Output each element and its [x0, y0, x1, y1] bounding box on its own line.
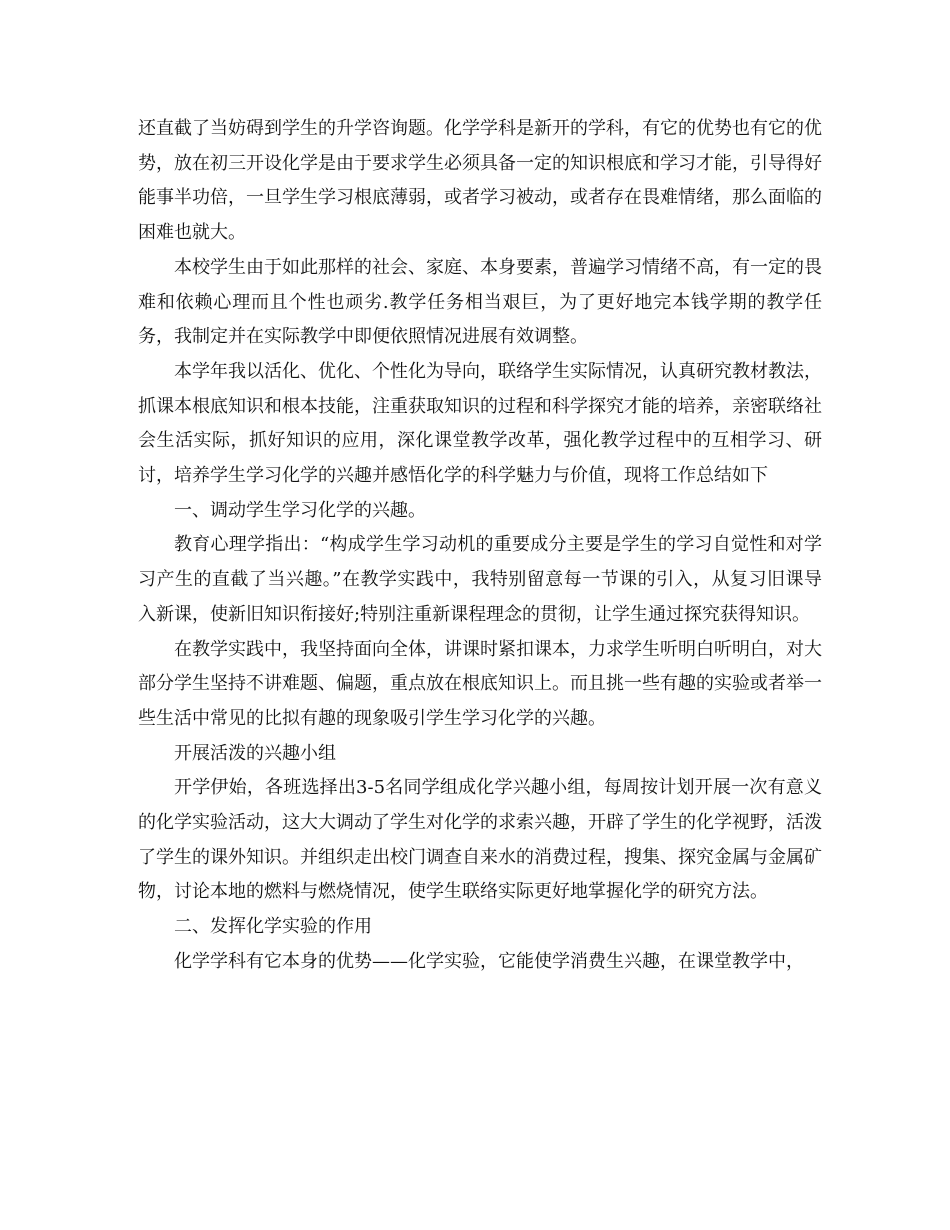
section-heading-2: 二、发挥化学实验的作用	[174, 916, 372, 938]
paragraph-3: 本学年我以活化、优化、个性化为导向，联络学生实际情况，认真研究教材教法，抓课本根底知识和根本技能，注重获取知识的过程和科学探究才能的培养，亲密联络社会生活实际，抓好知识的应用，深化课堂教学改革，强化教学过程中的互相学习、研讨，培养学生学习化学的兴趣并感悟化学的科学魅力与价值，现将工作总结如下	[138, 360, 822, 487]
paragraph-6: 开学伊始，各班选择出3-5名同学组成化学兴趣小组，每周按计划开展一次有意义的化学实验活动，这大大调动了学生对化学的求索兴趣，开辟了学生的化学视野，活泼了学生的课外知识。并组织走出校门调查自来水的消费过程，搜集、探究金属与金属矿物，讨论本地的燃料与燃烧情况，使学生联络实际更好地掌握化学的研究方法。	[138, 777, 822, 903]
paragraph-1: 还直截了当妨碍到学生的升学咨询题。化学学科是新开的学科，有它的优势也有它的优势，放在初三开设化学是由于要求学生必须具备一定的知识根底和学习才能，引导得好能事半功倍，一旦学生学习根底薄弱，或者学习被动，或者存在畏难情绪，那么面临的困难也就大。	[138, 118, 822, 244]
paragraph-2: 本校学生由于如此那样的社会、家庭、本身要素，普遍学习情绪不高，有一定的畏难和依赖心理而且个性也顽劣.教学任务相当艰巨，为了更好地完本钱学期的教学任务，我制定并在实际教学中即便依照情况进展有效调整。	[138, 256, 822, 348]
paragraph-5: 在教学实践中，我坚持面向全体，讲课时紧扣课本，力求学生听明白听明白，对大部分学生坚持不讲难题、偏题，重点放在根底知识上。而且挑一些有趣的实验或者举一些生活中常见的比拟有趣的现象吸引学生学习化学的兴趣。	[138, 638, 822, 729]
document-body	[138, 112, 822, 980]
section-heading-1: 一、调动学生学习化学的兴趣。	[174, 499, 426, 521]
subheading-interest-group: 开展活泼的兴趣小组	[174, 742, 336, 764]
paragraph-7: 化学学科有它本身的优势——化学实验，它能使学消费生兴趣，在课堂教学中，	[174, 950, 804, 972]
paragraph-4: 教育心理学指出：“构成学生学习动机的重要成分主要是学生的学习自觉性和对学习产生的直截了当兴趣。”在教学实践中，我特别留意每一节课的引入，从复习旧课导入新课，使新旧知识衔接好;特别注重新课程理念的贯彻，让学生通过探究获得知识。	[138, 534, 822, 625]
